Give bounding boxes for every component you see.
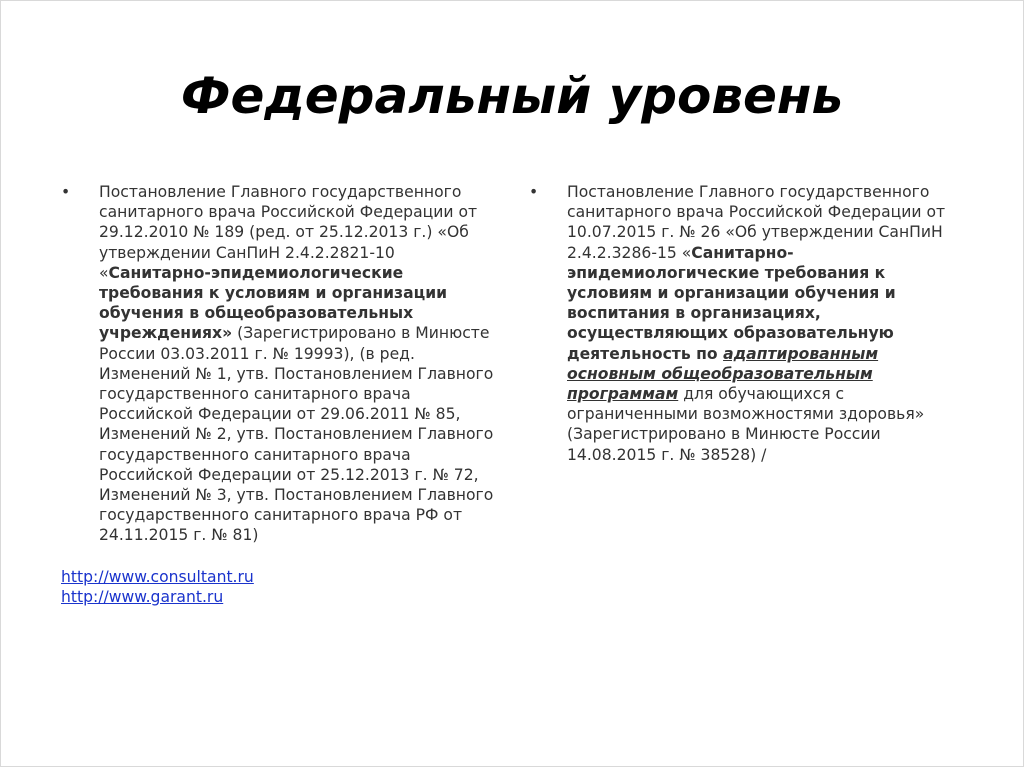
left-column [61, 182, 501, 607]
bullet-icon: • [61, 183, 71, 201]
link-consultant[interactable]: http://www.consultant.ru [61, 567, 254, 586]
left-text-bold-title: Санитарно-эпидемиологические требования к условиям и организации обучения в общеобразовательных учреждениях» [99, 263, 448, 343]
right-text-details: для обучающихся с ограниченными возможностями здоровья» (Зарегистрировано в Минюсте России 14.08.2015 г. № 38528) / [567, 385, 925, 464]
right-column [529, 182, 969, 465]
right-bullet-item [529, 182, 969, 465]
left-bullet-item [61, 182, 501, 546]
slide-title: Федеральный уровень [180, 67, 844, 125]
left-text-intro: Постановление Главного государственного санитарного врача Российской Федерации от 29.12.2010 № 189 (ред. от 25.12.2013 г.) «Об утверждении СанПиН 2.4.2.2821-10 « [99, 183, 478, 282]
bullet-icon: • [529, 183, 539, 201]
link-garant[interactable]: http://www.garant.ru [61, 587, 224, 606]
left-text-details: (Зарегистрировано в Минюсте России 03.03.2011 г. № 19993), (в ред. Изменений № 1, утв. Постановлением Главного государственного санитарного врача Российской Федерации от 29.06.2011 № 85, Изменений № 2, утв. Постановлением Главного государственного санитарного врача Российской Федерации от 25.12.2013 г. № 72, Изменений № 3, утв. Постановлением Главного государственного санитарного врача РФ от 24.11.2015 г. № 81) [99, 324, 494, 545]
right-text-bold-title: Санитарно-эпидемиологические требования к условиям и организации обучения и воспитания в организациях, осуществляющих образовательную деятельность по [567, 243, 896, 363]
right-text-emphasis: адаптированным основным общеобразовательным программам [567, 344, 879, 404]
right-text-intro: Постановление Главного государственного санитарного врача Российской Федерации от 10.07.2015 г. № 26 «Об утверждении СанПиН 2.4.2.3286-15 « [567, 183, 946, 262]
links-block [61, 567, 501, 607]
